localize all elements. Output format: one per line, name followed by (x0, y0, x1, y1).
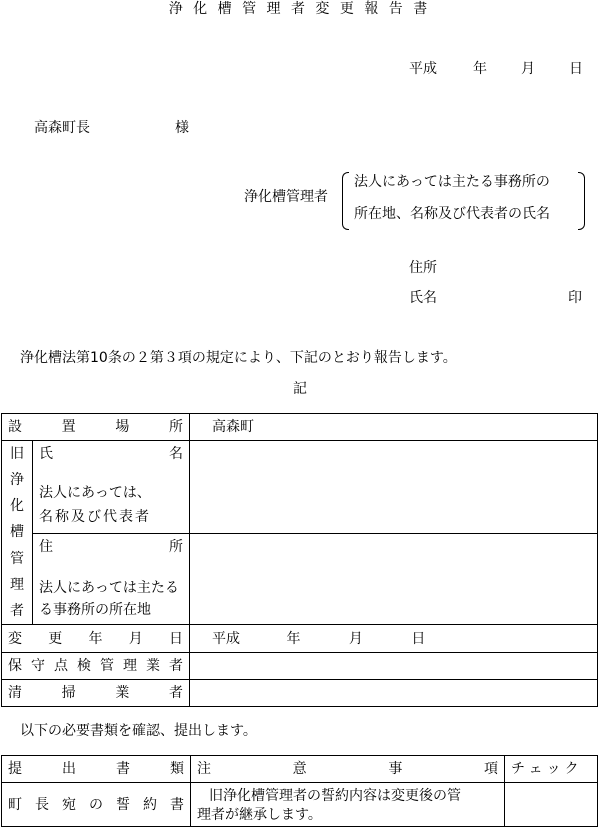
old-name-value[interactable] (190, 441, 598, 534)
date-month: 月 (521, 61, 535, 77)
maintenance-row (2, 653, 598, 680)
right-bracket (578, 172, 585, 230)
documents-table (1, 755, 598, 827)
change-date-day: 日 (411, 630, 426, 647)
old-address-row (2, 533, 598, 625)
legal-statement: 浄化槽法第10条の２第３項の規定により、下記のとおり報告します。 (20, 350, 457, 366)
change-date-month: 月 (348, 630, 363, 647)
left-bracket (342, 172, 349, 230)
col-notes-header: 注 意 事 項 (197, 761, 498, 777)
change-date-row (2, 625, 598, 653)
row-note-line2: 理者が継承します。 (197, 806, 322, 823)
old-name-label: 氏 名 (39, 446, 183, 462)
old-name-note-line1: 法人にあっては、 (39, 485, 151, 501)
old-address-value[interactable] (190, 533, 598, 625)
row-check-box[interactable] (505, 783, 598, 827)
col-check-header: チェック (505, 756, 598, 783)
row-doc-name: 町 長 宛 の 誓 約 書 (8, 796, 184, 813)
change-date-era: 平成 (212, 630, 240, 647)
reporter-name-label: 氏名 (409, 290, 437, 306)
document-title: 浄 化 槽 管 理 者 変 更 報 告 書 (168, 1, 431, 17)
documents-row (2, 783, 598, 827)
addressee-name: 高森町長 (34, 120, 90, 136)
maintenance-label: 保 守 点 検 管 理 業 者 (8, 658, 183, 674)
reporter-note-line2: 所在地、名称及び代表者の氏名 (354, 206, 550, 222)
old-address-label: 住 所 (39, 538, 183, 555)
change-date-value[interactable] (190, 625, 598, 653)
addressee-honorific: 様 (175, 120, 189, 136)
cleaning-label: 清 掃 業 者 (8, 685, 183, 701)
change-date-label: 変 更 年 月 日 (8, 630, 183, 647)
seal-mark: 印 (568, 290, 582, 306)
ki-heading: 記 (293, 381, 307, 397)
row-note-line1: 旧浄化槽管理者の誓約内容は変更後の管 (209, 787, 461, 804)
location-label: 設 置 場 所 (8, 419, 183, 435)
date-year: 年 (473, 61, 487, 77)
reporter-address-label: 住所 (409, 260, 437, 276)
cleaning-value[interactable] (190, 680, 598, 707)
date-era: 平成 (409, 61, 437, 77)
old-address-note-line2: る事務所の所在地 (39, 601, 151, 618)
old-address-note-line1: 法人にあっては主たる (39, 579, 179, 596)
documents-header-row (2, 756, 598, 783)
report-table (1, 413, 598, 707)
location-row (2, 414, 598, 441)
reporter-note-line1: 法人にあっては主たる事務所の (354, 174, 550, 190)
old-name-note-line2: 名称及び代表者 (39, 509, 151, 525)
location-value: 高森町 (190, 414, 598, 441)
old-name-row (2, 441, 598, 534)
cleaning-row (2, 680, 598, 707)
change-date-year: 年 (286, 630, 301, 647)
date-day: 日 (569, 61, 583, 77)
docs-statement: 以下の必要書類を確認、提出します。 (20, 723, 257, 739)
old-manager-label: 旧 浄 化 槽 管 理 者 (2, 441, 33, 625)
maintenance-value[interactable] (190, 653, 598, 680)
col-doc-header: 提 出 書 類 (8, 761, 184, 777)
reporter-label: 浄化槽管理者 (244, 189, 328, 205)
